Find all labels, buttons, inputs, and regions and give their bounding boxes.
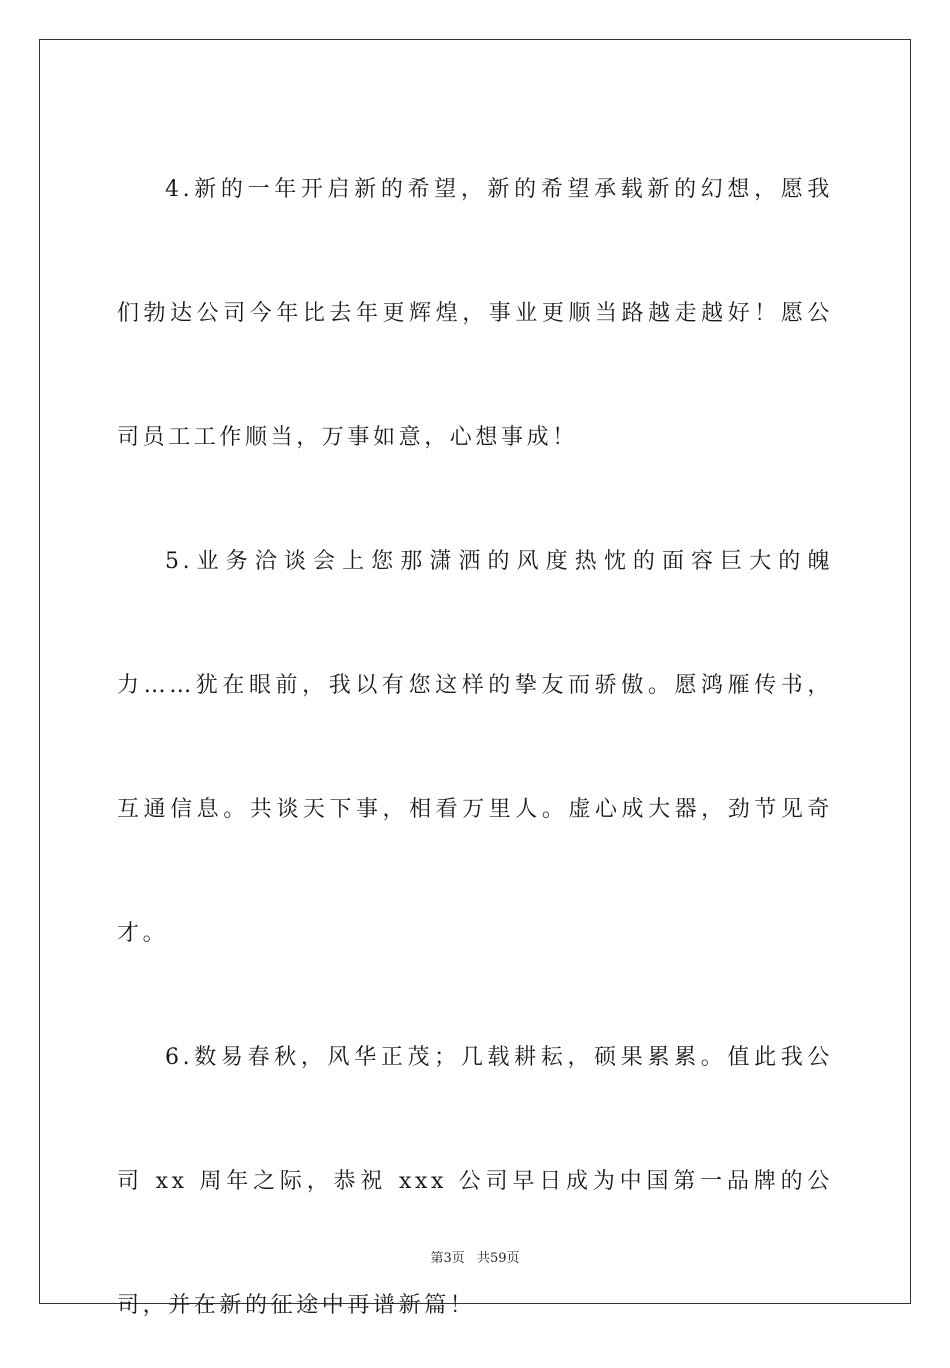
paragraph-6: 6.数易春秋，风华正茂；几载耕耘，硕果累累。值此我公司 xx 周年之际，恭祝 xxx 公司早日成为中国第一品牌的公司，并在新的征途中再谱新篇！ (117, 1045, 833, 1318)
paragraph-5: 5.业务洽谈会上您那潇洒的风度热忱的面容巨大的魄力……犹在眼前，我以有您这样的挚友而骄傲。愿鸿雁传书，互通信息。共谈天下事，相看万里人。虚心成大器，劲节见奇才。 (117, 549, 833, 946)
page-footer (0, 1247, 950, 1266)
document-body (117, 128, 833, 1368)
total-pages: 共59页 (476, 1251, 520, 1266)
paragraph-4: 4.新的一年开启新的希望，新的希望承载新的幻想，愿我们勃达公司今年比去年更辉煌，事业更顺当路越走越好！愿公司员工工作顺当，万事如意，心想事成！ (117, 177, 833, 450)
page-number: 第3页 (430, 1251, 465, 1266)
